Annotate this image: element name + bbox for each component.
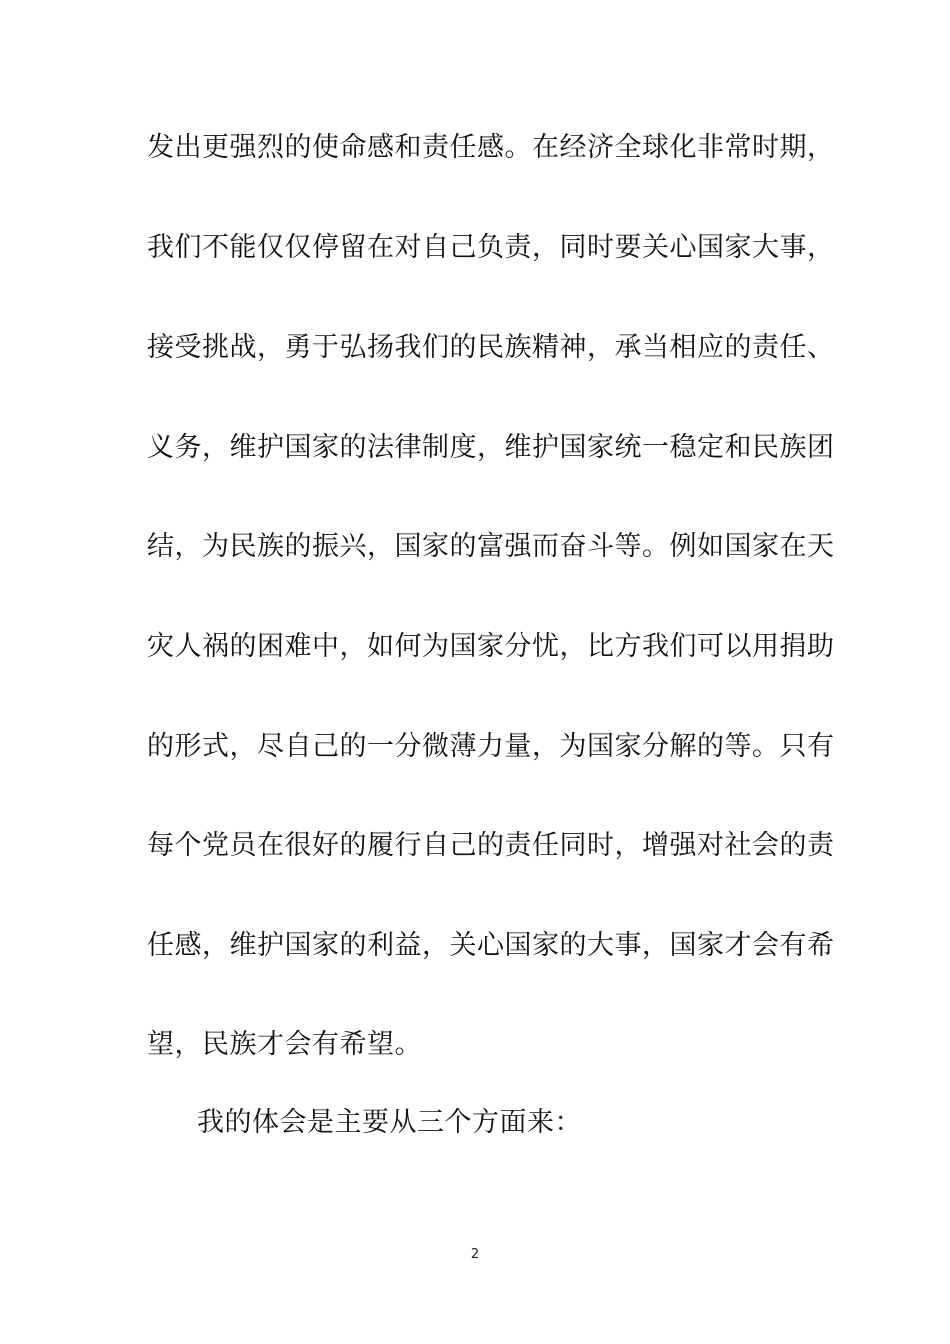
paragraph-line: 结，为民族的振兴，国家的富强而奋斗等。例如国家在天 xyxy=(147,531,835,562)
page-number: 2 xyxy=(470,1247,480,1262)
paragraph-line: 灾人祸的困难中，如何为国家分忧，比方我们可以用捐助 xyxy=(147,631,835,662)
paragraph-line: 望，民族才会有希望。 xyxy=(147,1029,422,1060)
paragraph-line: 义务，维护国家的法律制度，维护国家统一稳定和民族团 xyxy=(147,432,835,463)
paragraph-line: 接受挑战，勇于弘扬我们的民族精神，承当相应的责任、 xyxy=(147,332,835,363)
paragraph-line: 任感，维护国家的利益，关心国家的大事，国家才会有希 xyxy=(147,930,835,961)
second-paragraph: 我的体会是主要从三个方面来： xyxy=(197,1107,582,1138)
paragraph-line: 每个党员在很好的履行自己的责任同时，增强对社会的责 xyxy=(147,830,835,861)
paragraph-line: 的形式，尽自己的一分微薄力量，为国家分解的等。只有 xyxy=(147,731,835,762)
paragraph-line: 发出更强烈的使命感和责任感。在经济全球化非常时期， xyxy=(147,132,835,163)
paragraph-line: 我们不能仅仅停留在对自己负责，同时要关心国家大事， xyxy=(147,232,835,263)
